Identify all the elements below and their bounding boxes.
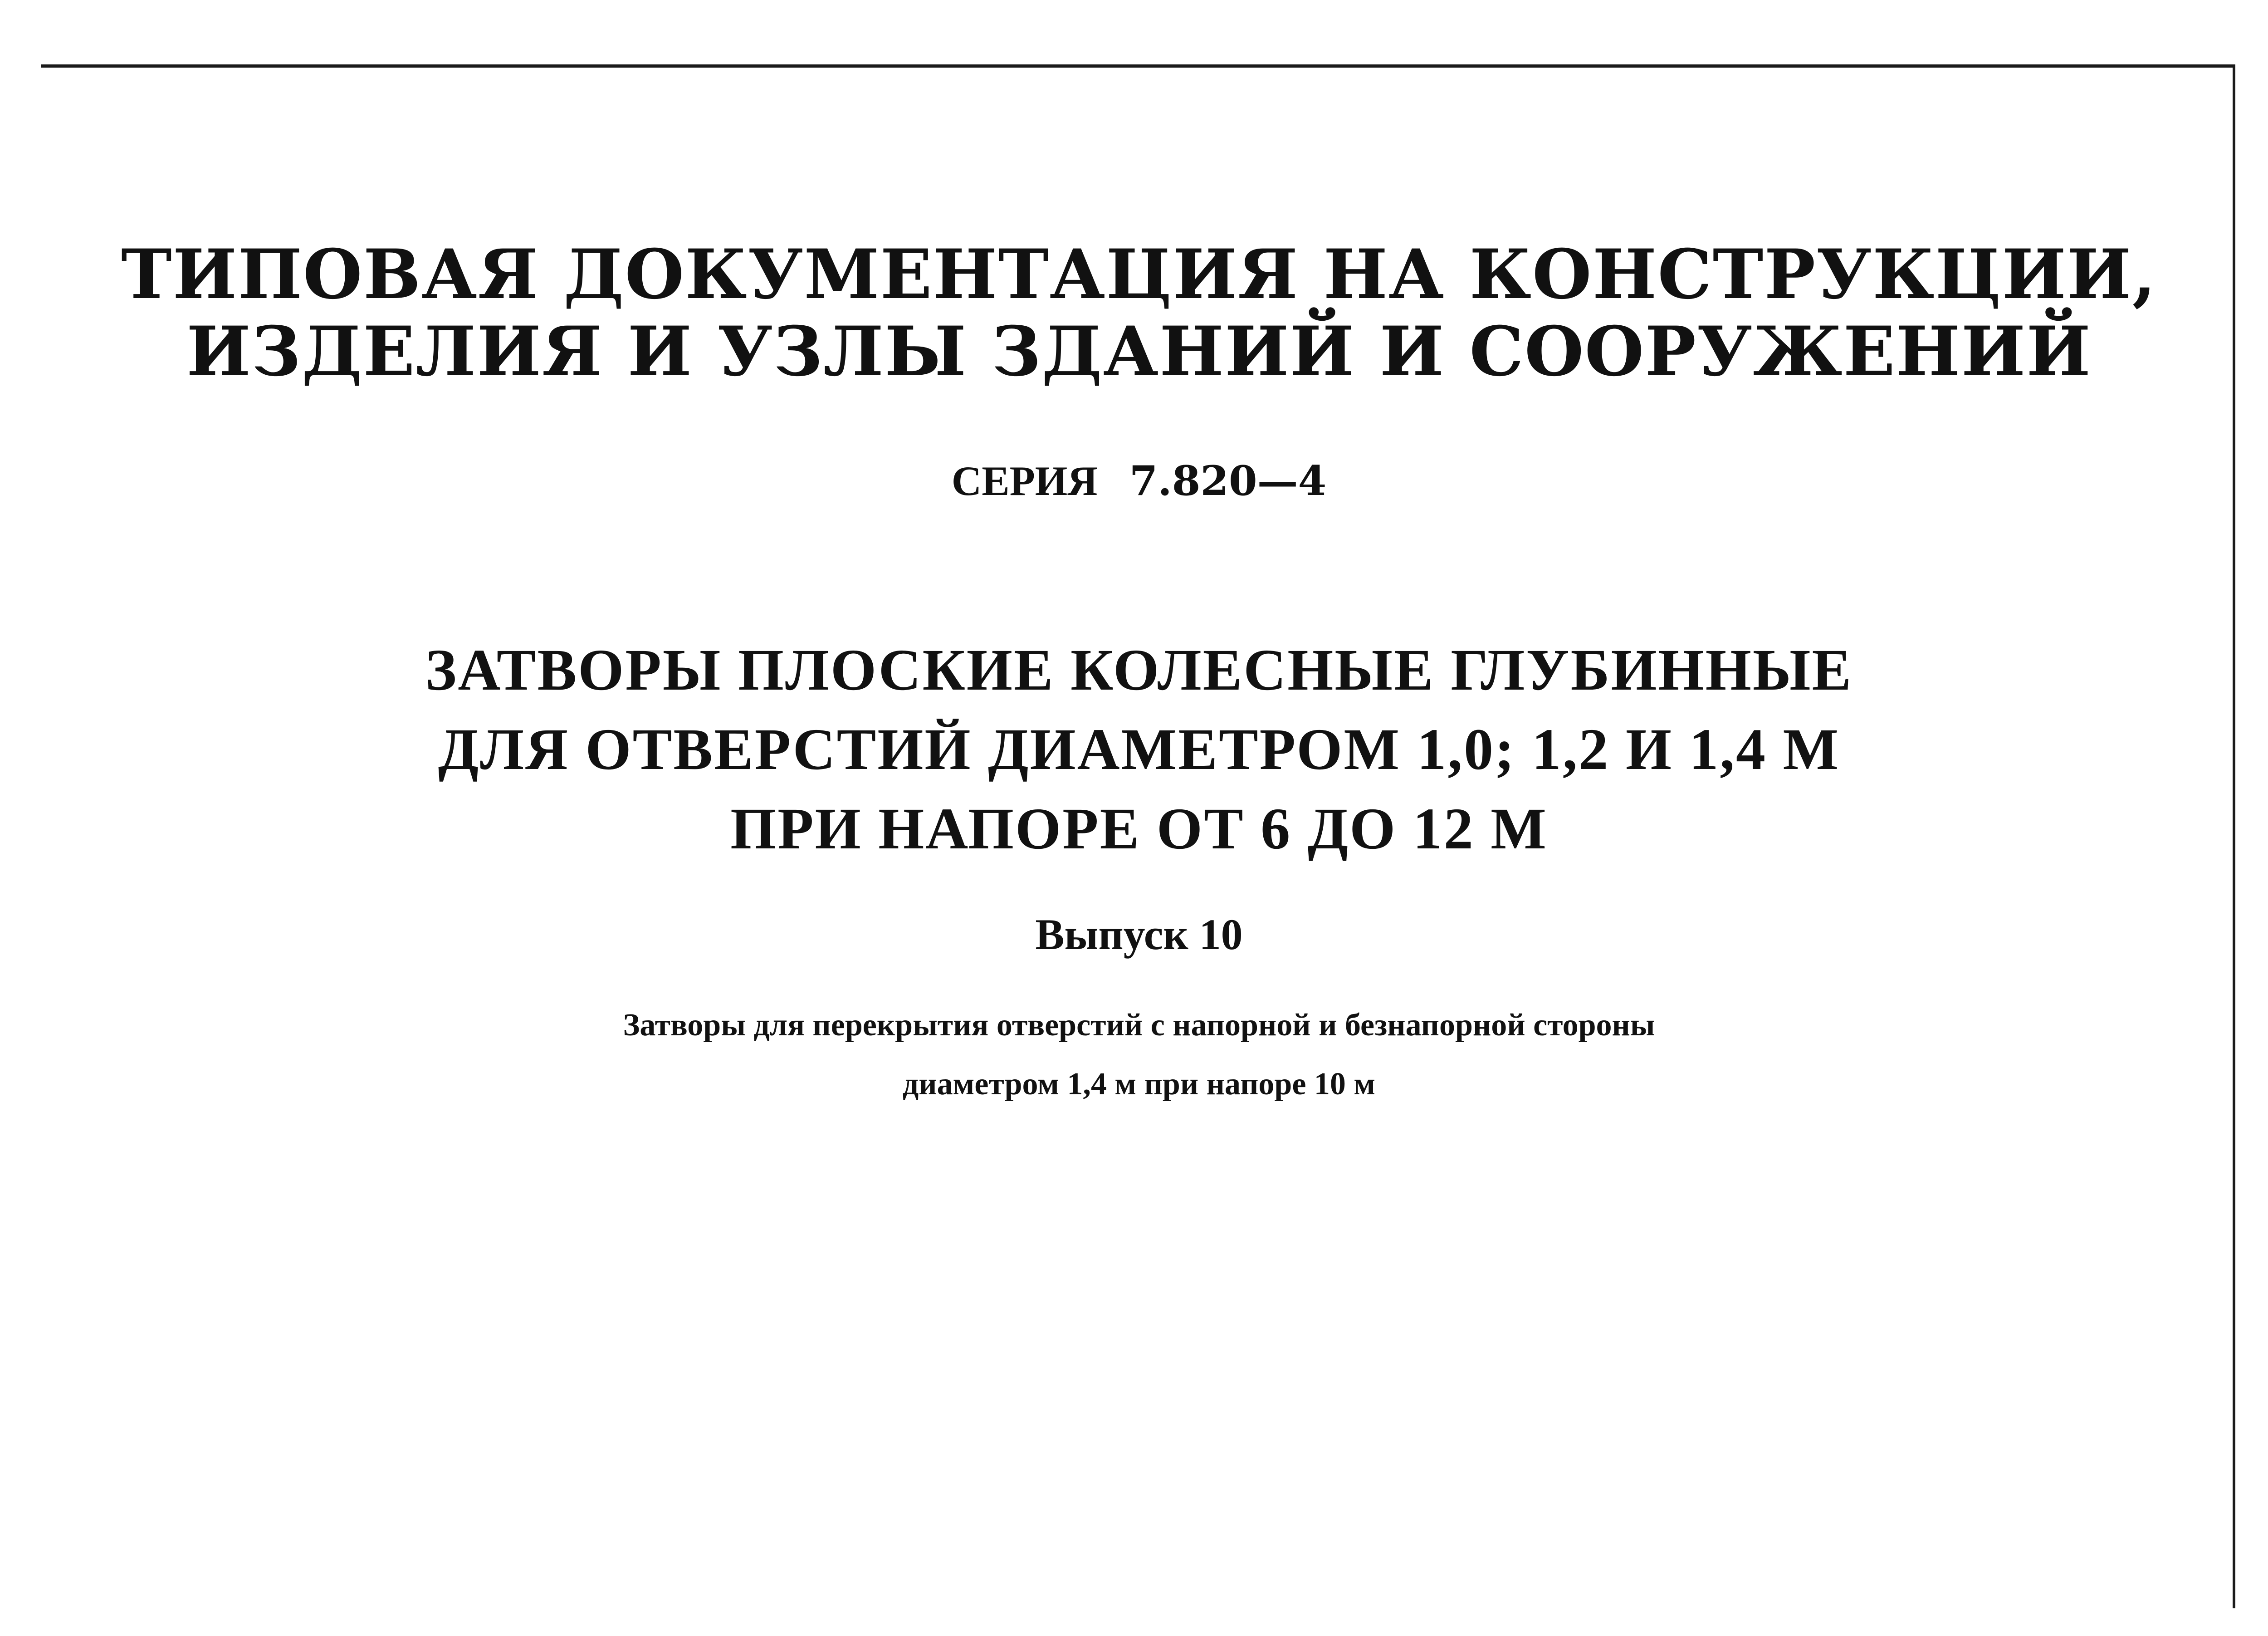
issue-label: Выпуск 10 <box>1035 910 1243 959</box>
document-subject <box>0 631 2268 869</box>
series-number: 7.820—4 <box>1129 457 1327 505</box>
issue-description <box>0 996 2268 1114</box>
subject-line-3: ПРИ НАПОРЕ ОТ 6 ДО 12 М <box>730 796 1548 862</box>
issue-description-line-1: Затворы для перекрытия отверстий с напорной и безнапорной стороны <box>623 1008 1655 1043</box>
issue-description-line-2: диаметром 1,4 м при напоре 10 м <box>902 1067 1376 1102</box>
main-title <box>0 236 2268 390</box>
series-designation <box>0 456 2268 506</box>
subject-line-1: ЗАТВОРЫ ПЛОСКИЕ КОЛЕСНЫЕ ГЛУБИННЫЕ <box>425 637 1853 703</box>
main-title-line-2: ИЗДЕЛИЯ И УЗЛЫ ЗДАНИЙ И СООРУЖЕНИЙ <box>186 312 2092 392</box>
subject-line-2: ДЛЯ ОТВЕРСТИЙ ДИАМЕТРОМ 1,0; 1,2 И 1,4 М <box>438 717 1840 782</box>
series-label: СЕРИЯ <box>951 458 1098 504</box>
top-border-line <box>41 64 2235 68</box>
main-title-line-1: ТИПОВАЯ ДОКУМЕНТАЦИЯ НА КОНСТРУКЦИИ, <box>121 235 2157 314</box>
